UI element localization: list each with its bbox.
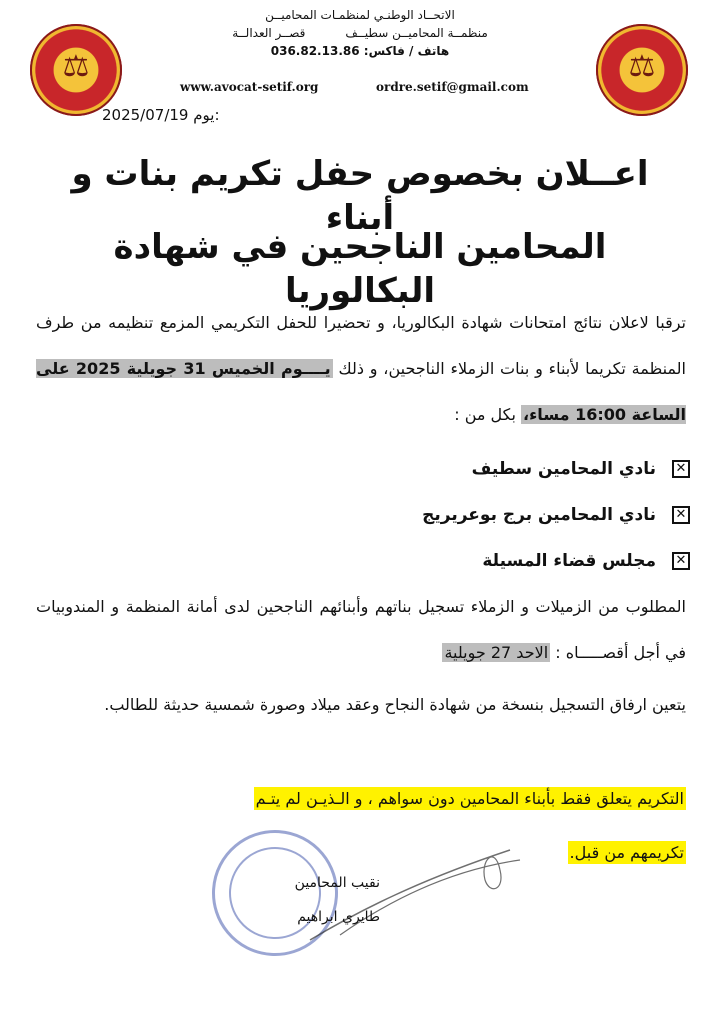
signatory-title: نقيب المحامين bbox=[294, 875, 380, 891]
date-label: يوم: bbox=[193, 106, 220, 124]
signature-block bbox=[200, 866, 380, 934]
announcement-title-line2: المحامين الناجحين في شهادة البكالوريا bbox=[113, 227, 607, 311]
union-name: الاتحــاد الوطنـي لمنظمـات المحاميــن bbox=[265, 8, 455, 22]
documents-paragraph: يتعين ارفاق التسجيل بنسخة من شهادة النجاح وعقد ميلاد وصورة شمسية حديثة للطالب. bbox=[104, 695, 686, 714]
intro-text: ترقبا لاعلان نتائج امتحانات شهادة البكالوريا، و تحضيرا للحفل التكريمي المزمع تنظيمه من طرف المنظمة تكريما لأبناء و بنات الزملاء الناجحين، و ذلك bbox=[36, 313, 687, 378]
venue-list bbox=[300, 446, 690, 584]
registration-text: المطلوب من الزميلات و الزملاء تسجيل بناتهم وأبنائهم الناجحين لدى أمانة المنظمة و المندوبيات في أجل أقصـــــاه : bbox=[36, 597, 686, 662]
checkbox-icon: ✕ bbox=[672, 552, 690, 570]
fax-number: 036.82.13.86 bbox=[270, 44, 360, 58]
letterhead bbox=[180, 6, 540, 94]
list-item bbox=[300, 446, 690, 492]
document-date bbox=[102, 106, 220, 124]
organization-name: منظمــة المحاميــن سطيــف bbox=[345, 26, 488, 40]
venue-label: نادي المحامين برج بوعريريج bbox=[422, 505, 656, 525]
checkbox-icon: ✕ bbox=[672, 460, 690, 478]
venue-label: مجلس قضاء المسيلة bbox=[482, 551, 656, 571]
scales-icon: ⚖ bbox=[62, 49, 90, 84]
announcement-title-line1: اعــلان بخصوص حفل تكريم بنات و أبناء bbox=[71, 154, 649, 238]
list-item bbox=[300, 492, 690, 538]
website-link[interactable]: www.avocat-setif.org bbox=[180, 80, 319, 94]
court-name: قصــر العدالــة bbox=[232, 26, 306, 40]
eligibility-line1: التكريم يتعلق فقط بأبناء المحامين دون سواهم ، و الـذيـن لم يتـم bbox=[255, 789, 684, 808]
fax-line bbox=[180, 42, 540, 60]
venue-label: نادي المحامين سطيف bbox=[471, 459, 656, 479]
intro-paragraph bbox=[36, 300, 686, 438]
registration-paragraph bbox=[36, 584, 686, 676]
list-item bbox=[300, 538, 690, 584]
date-value: 2025/07/19 bbox=[102, 106, 189, 124]
fax-label: هاتف / فاكس: bbox=[363, 44, 450, 58]
bar-association-logo-right bbox=[596, 24, 688, 116]
checkbox-icon: ✕ bbox=[672, 506, 690, 524]
intro-tail: بكل من : bbox=[454, 405, 516, 424]
eligibility-line2: تكريمهم من قبل. bbox=[569, 843, 684, 862]
email-link[interactable]: ordre.setif@gmail.com bbox=[376, 80, 529, 94]
signatory-name: طايري ابراهيم bbox=[297, 909, 380, 925]
scales-icon: ⚖ bbox=[628, 49, 656, 84]
bar-association-logo-left bbox=[30, 24, 122, 116]
deadline-highlight: الاحد 27 جويلية bbox=[444, 643, 549, 662]
event-datetime-highlight: يــــوم الخميس 31 جويلية 2025 على الساعة 16:00 مساء، bbox=[36, 359, 686, 424]
